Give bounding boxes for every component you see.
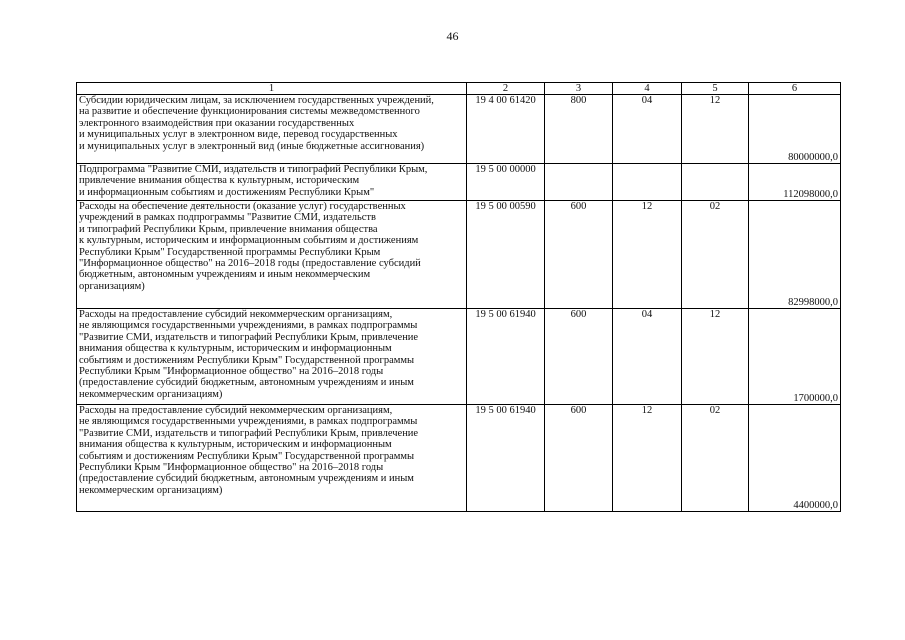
row-description [77,201,467,309]
description-line: некоммерческим организациям) [79,484,223,496]
table-row [77,201,841,309]
row-subsection: 02 [682,201,749,309]
row-description [77,405,467,512]
row-amount: 4400000,0 [749,405,841,512]
table-row [77,405,841,512]
row-amount: 112098000,0 [749,164,841,201]
row-expense-type: 800 [545,95,613,164]
row-subsection [682,164,749,201]
row-amount: 82998000,0 [749,201,841,309]
description-line: Подпрограмма "Развитие СМИ, издательств и типографий Республики Крым, [79,164,428,175]
description-line: (предоставление субсидий бюджетным, автономным учреждениям и иным [79,473,414,485]
description-line: внимания общества к культурным, историческим и информационным [79,343,392,355]
description-line: Республики Крым "Информационное общество" на 2016–2018 годы [79,366,384,378]
description-line: Республики Крым "Информационное общество" на 2016–2018 годы [79,462,384,474]
description-line: и муниципальных услуг в электронный вид (иные бюджетные ассигнования) [79,140,425,152]
table-row [77,309,841,405]
description-line: "Развитие СМИ, издательств и типографий Республики Крым, привлечение [79,331,419,343]
description-line: внимания общества к культурным, историческим и информационным [79,439,392,451]
description-line: "Информационное общество" на 2016–2018 годы (предоставление субсидий [79,258,421,270]
description-line: к культурным, историческим и информационным событиям и достижениям [79,235,419,247]
description-line: учреждений в рамках подпрограммы "Развитие СМИ, издательств [79,212,376,224]
row-subsection: 02 [682,405,749,512]
row-target-code: 19 5 00 00000 [467,164,545,201]
description-line: некоммерческим организациям) [79,388,223,400]
row-target-code: 19 4 00 61420 [467,95,545,164]
description-line: не являющимся государственными учреждениями, в рамках подпрограммы [79,320,418,332]
header-row [77,83,841,95]
table-row [77,164,841,201]
description-line: и информационным событиям и достижениям Республики Крым" [79,186,375,198]
row-description [77,95,467,164]
row-section [613,164,682,201]
header-cell-section: 4 [613,83,682,95]
row-section: 12 [613,405,682,512]
description-line: событиям и достижениям Республики Крым" Государственной программы [79,354,415,366]
row-description [77,309,467,405]
row-expense-type: 600 [545,405,613,512]
description-line: Расходы на предоставление субсидий некоммерческим организациям, [79,309,393,320]
header-cell-description: 1 [77,83,467,95]
row-amount: 80000000,0 [749,95,841,164]
row-section: 04 [613,95,682,164]
description-line: Субсидии юридическим лицам, за исключением государственных учреждений, [79,95,434,106]
page-number: 46 [446,29,459,43]
description-line: Расходы на предоставление субсидий некоммерческим организациям, [79,405,393,416]
description-line: привлечение внимания общества к культурным, историческим [79,175,360,187]
row-description [77,164,467,201]
row-section: 04 [613,309,682,405]
description-line: электронного взаимодействия при оказании государственных [79,117,355,129]
description-line: и типографий Республики Крым, привлечение внимания общества [79,223,378,235]
header-cell-amount: 6 [749,83,841,95]
description-line: (предоставление субсидий бюджетным, автономным учреждениям и иным [79,377,414,389]
header-cell-target-code: 2 [467,83,545,95]
description-line: Республики Крым" Государственной программы Республики Крым [79,246,381,258]
row-expense-type: 600 [545,201,613,309]
row-target-code: 19 5 00 00590 [467,201,545,309]
description-line: организациям) [79,280,145,292]
header-cell-expense-type: 3 [545,83,613,95]
row-expense-type: 600 [545,309,613,405]
row-subsection: 12 [682,95,749,164]
description-line: Расходы на обеспечение деятельности (оказание услуг) государственных [79,201,406,212]
description-line: бюджетным, автономным учреждениям и иным некоммерческим [79,269,371,281]
table-row [77,95,841,164]
description-line: событиям и достижениям Республики Крым" Государственной программы [79,450,415,462]
description-line: "Развитие СМИ, издательств и типографий Республики Крым, привлечение [79,427,419,439]
description-line: на развитие и обеспечение функционирования системы межведомственного [79,106,420,118]
row-expense-type [545,164,613,201]
header-cell-subsection: 5 [682,83,749,95]
budget-table [76,82,841,512]
row-subsection: 12 [682,309,749,405]
description-line: не являющимся государственными учреждениями, в рамках подпрограммы [79,416,418,428]
row-target-code: 19 5 00 61940 [467,405,545,512]
row-section: 12 [613,201,682,309]
description-line: и муниципальных услуг в электронном виде, перевод государственных [79,129,398,141]
row-target-code: 19 5 00 61940 [467,309,545,405]
row-amount: 1700000,0 [749,309,841,405]
